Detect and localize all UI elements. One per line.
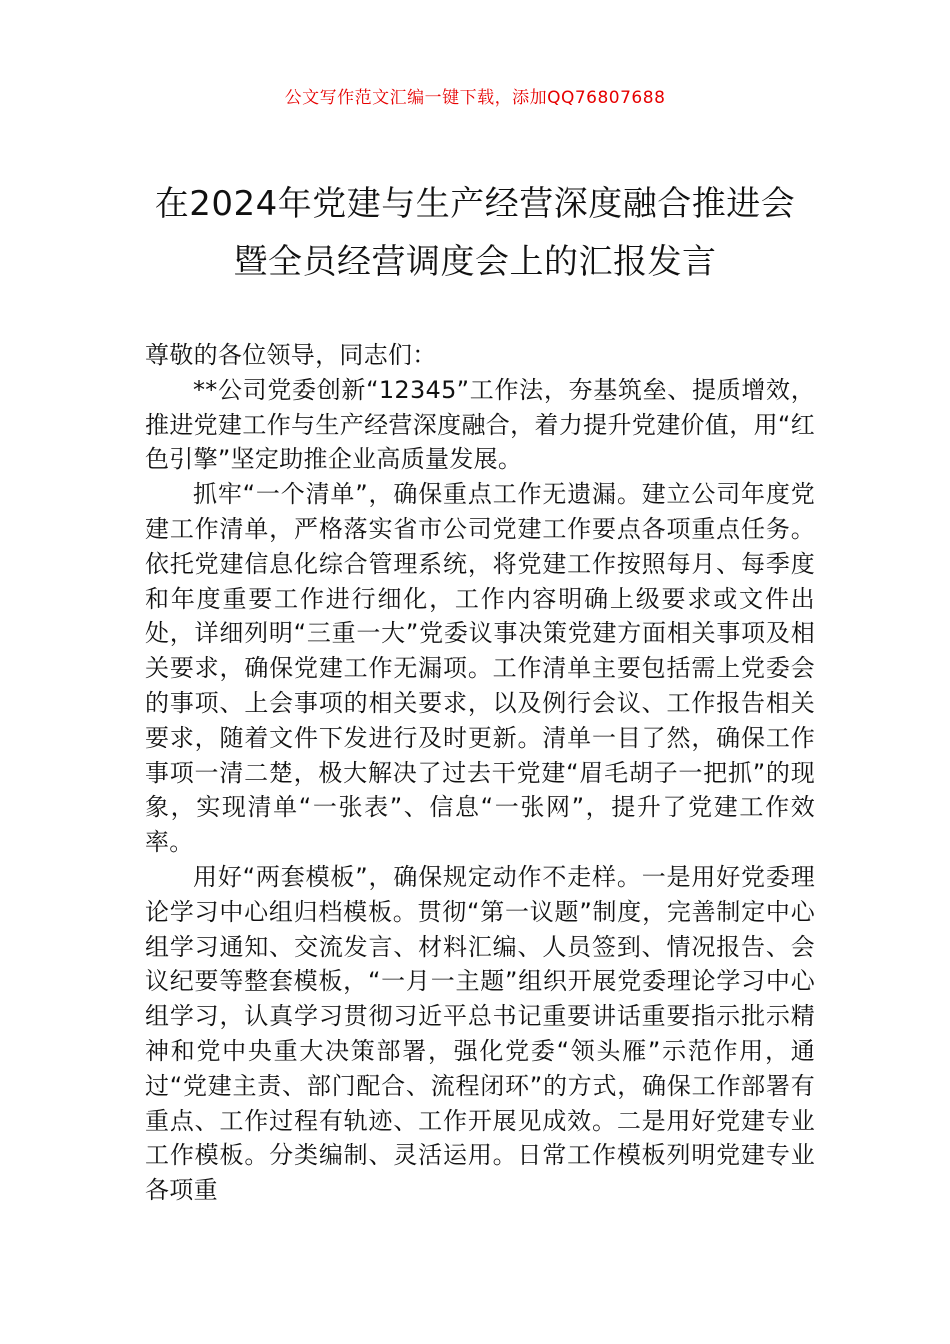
watermark-banner[interactable]: 公文写作范文汇编一键下载，添加QQ76807688 bbox=[284, 88, 666, 108]
document-body bbox=[145, 338, 815, 1208]
document-title bbox=[60, 175, 890, 291]
paragraph-intro: **公司党委创新“12345”工作法，夯基筑垒、提质增效，推进党建工作与生产经营深度融合，着力提升党建价值，用“红色引擎”坚定助推企业高质量发展。 bbox=[145, 375, 815, 474]
title-line-1: 在2024年党建与生产经营深度融合推进会 bbox=[154, 184, 796, 224]
paragraph-one-list: 抓牢“一个清单”，确保重点工作无遗漏。建立公司年度党建工作清单，严格落实省市公司党建工作要点各项重点任务。依托党建信息化综合管理系统，将党建工作按照每月、每季度和年度重要工作进行细化，工作内容明确上级要求或文件出处，详细列明“三重一大”党委议事决策党建方面相关事项及相关要求，确保党建工作无漏项。工作清单主要包括需上党委会的事项、上会事项的相关要求，以及例行会议、工作报告相关要求，随着文件下发进行及时更新。清单一目了然，确保工作事项一清二楚，极大解决了过去干党建“眉毛胡子一把抓”的现象，实现清单“一张表”、信息“一张网”，提升了党建工作效率。 bbox=[145, 480, 815, 857]
paragraph-two-templates: 用好“两套模板”，确保规定动作不走样。一是用好党委理论学习中心组归档模板。贯彻“第一议题”制度，完善制定中心组学习通知、交流发言、材料汇编、人员签到、情况报告、会议纪要等整套模板，“一月一主题”组织开展党委理论学习中心组学习，认真学习贯彻习近平总书记重要讲话重要指示批示精神和党中央重大决策部署，强化党委“领头雁”示范作用，通过“党建主责、部门配合、流程闭环”的方式，确保工作部署有重点、工作过程有轨迹、工作开展见成效。二是用好党建专业工作模板。分类编制、灵活运用。日常工作模板列明党建专业各项重 bbox=[145, 862, 815, 1205]
title-line-2: 暨全员经营调度会上的汇报发言 bbox=[233, 242, 717, 282]
salutation: 尊敬的各位领导，同志们： bbox=[145, 341, 437, 369]
